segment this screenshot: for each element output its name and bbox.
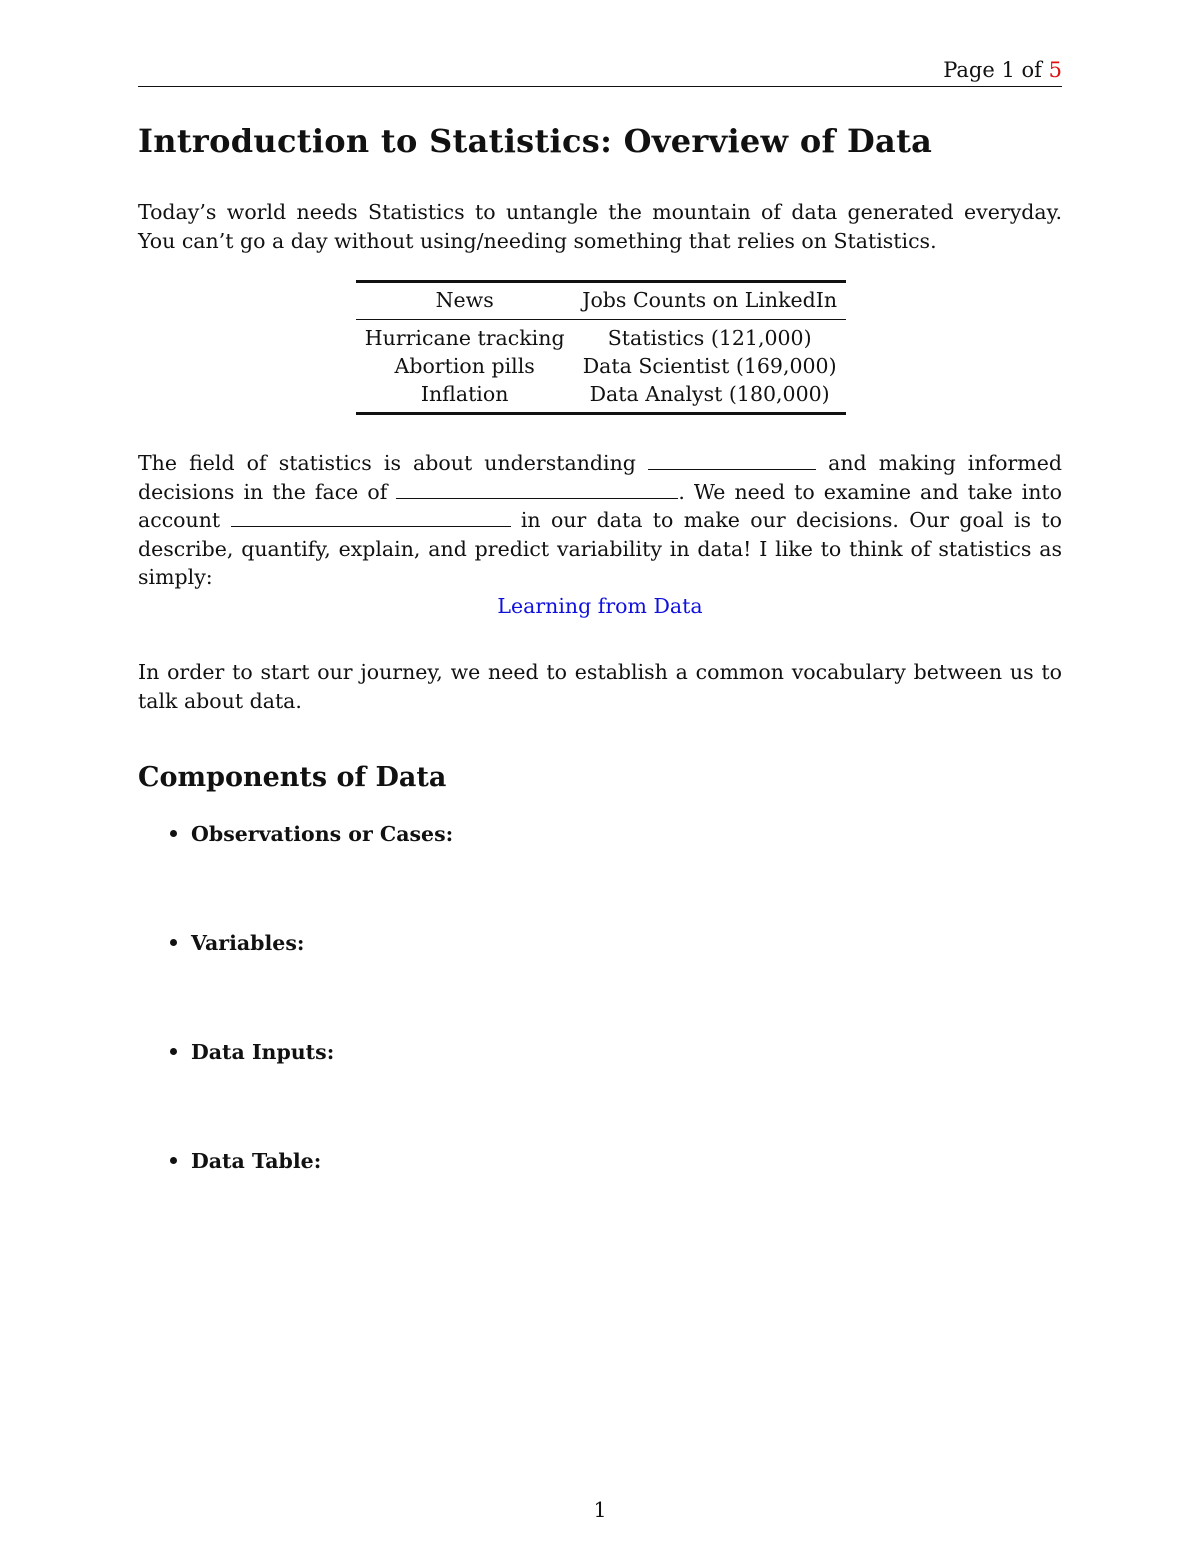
page-number-footer: 1: [593, 1498, 607, 1522]
list-item-label: Data Inputs:: [191, 1040, 335, 1064]
column-header-news: News: [356, 282, 573, 320]
components-list: [170, 818, 453, 1254]
learning-from-data-link[interactable]: Learning from Data: [497, 594, 703, 618]
intro-paragraph: Today’s world needs Statistics to untangle the mountain of data generated everyday. You can’t go a day without using/needing something that relies on Statistics.: [138, 200, 1062, 253]
list-item-label: Observations or Cases:: [191, 822, 454, 846]
document-title: Introduction to Statistics: Overview of Data: [138, 122, 933, 160]
table-row: [356, 380, 846, 414]
section-heading: Components of Data: [138, 762, 447, 793]
list-item-label: Data Table:: [191, 1149, 322, 1173]
fill-in-blank-3: [231, 506, 511, 527]
table-cell: Hurricane tracking: [364, 326, 565, 350]
total-pages-link[interactable]: 5: [1048, 58, 1062, 82]
bullet-icon: [170, 939, 177, 946]
list-item-label: Variables:: [191, 931, 305, 955]
examples-table: [356, 280, 846, 415]
page-header: [138, 56, 1062, 87]
field-text-2: and making informed decisions in the face of: [138, 451, 1062, 504]
page-counter-label: Page 1 of: [943, 58, 1042, 82]
table-cell: Abortion pills: [394, 354, 535, 378]
field-text-4: in our data to make our decisions. Our goal is to describe, quantify, explain, and predict variability in data! I like to think of statistics as simply:: [138, 508, 1062, 589]
fill-in-blank-1: [648, 449, 816, 470]
table-cell: Data Scientist (169,000): [582, 354, 837, 378]
journey-paragraph: In order to start our journey, we need to establish a common vocabulary between us to talk about data.: [138, 660, 1062, 713]
field-text-3: . We need to examine and take into account: [138, 479, 1063, 532]
table-row: [356, 352, 846, 380]
field-paragraph: [138, 449, 1062, 592]
table-cell: Data Analyst (180,000): [589, 382, 830, 406]
bullet-icon: [170, 1157, 177, 1164]
bullet-icon: [170, 1048, 177, 1055]
list-item: [170, 818, 453, 927]
list-item: [170, 1036, 453, 1145]
table-row: [356, 320, 846, 353]
table-cell: Inflation: [420, 382, 509, 406]
table-cell: Statistics (121,000): [607, 326, 812, 350]
list-item: [170, 927, 453, 1036]
table-header-row: [356, 282, 846, 320]
field-text-1: The field of statistics is about understanding: [138, 451, 649, 475]
bullet-icon: [170, 830, 177, 837]
examples-table-container: [356, 280, 846, 415]
column-header-jobs: Jobs Counts on LinkedIn: [573, 282, 846, 320]
list-item: [170, 1145, 453, 1254]
fill-in-blank-2: [396, 478, 678, 499]
